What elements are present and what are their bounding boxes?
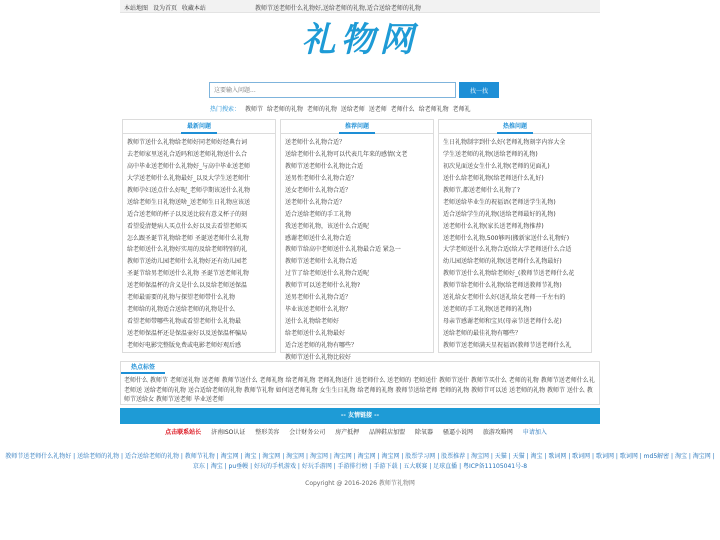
question-item[interactable]: 送女老师什么礼物合适？ — [285, 186, 352, 194]
question-item[interactable]: 适合送给老师的手工礼物 — [285, 210, 352, 218]
question-item[interactable]: 适合送老师的礼物有哪些？ — [285, 341, 358, 349]
question-item[interactable]: 看望老师带哪些礼物或看望老师什么礼物最 — [127, 318, 242, 326]
question-item[interactable]: 适合送给学生的礼物(送给老师最好的礼物) — [443, 210, 556, 218]
panel-title[interactable]: 热推问题 — [497, 120, 533, 134]
question-item[interactable]: 母亲节感谢老师和宝贝(母亲节送老师什么花) — [443, 318, 562, 326]
question-item[interactable]: 教师孕妇送点什么好呢_老师孕期该送什么礼物 — [127, 186, 251, 194]
recommended-questions-panel — [280, 119, 434, 361]
panel-title[interactable]: 最新问题 — [181, 120, 217, 134]
search-button[interactable]: 找一找 — [459, 82, 499, 98]
apply-join-link[interactable]: 申请加入 — [522, 429, 547, 436]
question-item[interactable]: 给老师送什么礼物好实用的及给老师特别的礼 — [127, 246, 248, 254]
question-item[interactable]: 教师节送什么礼物给老师好同老师好经典台词 — [127, 139, 248, 146]
question-item[interactable]: 老师最需要的礼物与探望老师带什么礼物 — [127, 294, 236, 302]
question-item[interactable]: 大学送老师什么礼物最好_以及大学生送老师什 — [127, 174, 251, 182]
friend-link[interactable]: 会计财务公司 — [289, 429, 326, 436]
hot-term[interactable]: 送给老师 — [340, 106, 365, 113]
hot-tags-panel — [120, 361, 600, 405]
question-item[interactable]: 幼儿园送给老师的礼物(送老师什么礼物最好) — [443, 258, 562, 266]
question-item[interactable]: 教师节送什么礼物比较好 — [285, 353, 352, 361]
question-item[interactable]: 教师节送什么礼物给老师好_(教师节送老师什么花 — [443, 270, 575, 278]
question-item[interactable]: 教师节送老师什么礼物比合适 — [285, 162, 364, 170]
question-item[interactable]: 老师送给毕业生的祝福语(老师送学生礼物) — [443, 198, 556, 206]
question-item[interactable]: 送给老师什么礼物可以代表几年来的感情(文老 — [285, 150, 408, 158]
question-item[interactable]: 毕业该送老师什么礼物？ — [285, 306, 352, 314]
friend-links-bar: -- 友情链接 -- — [120, 408, 600, 424]
question-item[interactable]: 送什么给老师礼物(给老师送什么礼好) — [443, 174, 544, 182]
friend-link[interactable]: 品牌鞋店加盟 — [369, 429, 406, 436]
question-item[interactable]: 适合送老师的杯子以及送比较有意义杯子的刻 — [127, 210, 248, 218]
friend-link[interactable]: 整形美容 — [255, 429, 280, 436]
question-item[interactable]: 教师节可以送老师什么礼物? — [285, 282, 361, 290]
question-item[interactable]: 大学老师送什么礼物合适(给大学老师送什么合适 — [443, 246, 572, 254]
top-title: 教师节送老师什么礼物好,送给老师的礼物,适合送给老师的礼物 — [255, 5, 421, 12]
bookmark-link[interactable]: 收藏本站 — [181, 5, 206, 12]
site-map-link[interactable]: 本站地图 — [124, 5, 149, 12]
hot-tags-title: 热点标签 — [121, 362, 165, 374]
question-item[interactable]: 高中毕业送老师什么礼物好_与高中毕业送老师 — [127, 162, 251, 170]
search-input[interactable] — [209, 82, 456, 98]
hot-search — [210, 104, 473, 113]
question-item[interactable]: 老师好电影完整版免费或电影老师好观后感 — [127, 341, 242, 349]
contact-admin-link[interactable]: 点击联系站长 — [165, 429, 202, 436]
hot-search-label: 热门搜索： — [210, 106, 241, 113]
question-item[interactable]: 送给老师生日礼物送啥_送老师生日礼物应该送 — [127, 198, 251, 206]
question-item[interactable]: 送老师什么礼物(家长送老师礼物推荐) — [443, 222, 544, 230]
question-item[interactable]: 教师节给高中老师送什么礼物最合适 紧急一 — [285, 246, 401, 254]
question-item[interactable]: 送老师保温杯的含义是什么以及给老师送保温 — [127, 282, 248, 290]
panel-title[interactable]: 推荐问题 — [339, 120, 375, 134]
site-logo[interactable]: 礼物网 — [301, 20, 419, 60]
friend-links-row — [120, 427, 600, 439]
question-item[interactable]: 看望爱清楚病人买点什么好以及去看望老师买 — [127, 222, 248, 230]
footer-links[interactable]: 教师节送老师什么礼物好 | 送给老师的礼物 | 适合送给老师的礼物 | 教师节礼物 | 淘宝网 | 淘宝 | 淘宝网 | 淘宝网 | 淘宝网 | 淘宝网 | 淘宝网 | 淘宝网 | 股票学习网 | 股票推荐 | 淘宝网 | 天猫 | 天猫 | 淘宝 | 歌词网 | 歌词网 | 歌词网 | 歌词网 | md5解密 | 淘宝 | 淘宝网 | 京东 | 淘宝 | pu垂幔 | 好玩的手机游戏 | 好玩手游网 | 手游排行榜 | 手游下载 | 五大联赛 | 足球直播 | 粤ICP备11105041号-8 — [5, 453, 715, 470]
question-item[interactable]: 教师节送幼儿园老师什么礼物好还有幼儿园老 — [127, 258, 248, 266]
hot-term[interactable]: 老师礼 — [452, 106, 471, 113]
question-list — [439, 134, 591, 352]
question-item[interactable]: 怎么跟圣诞节礼物给老师 圣诞送老师什么礼物 — [127, 234, 249, 242]
friend-link[interactable]: 济南ISO认证 — [211, 429, 246, 436]
question-item[interactable]: 教师节送老师什么礼物合适 — [285, 258, 358, 266]
hot-term[interactable]: 老师的礼物 — [306, 106, 337, 113]
question-item[interactable]: 送老师保温杯还是保温壶好以及送保温杯骗局 — [127, 330, 248, 337]
question-item[interactable]: 老师给的礼物适合送给老师的礼物是什么 — [127, 306, 236, 314]
question-item[interactable]: 教师节给老师什么礼物(给老师送教师节礼物) — [443, 282, 562, 290]
hot-term[interactable]: 教师节 — [244, 106, 263, 113]
friend-link[interactable]: 除氧器 — [415, 429, 434, 436]
question-item[interactable]: 送老师什么礼物合适？ — [285, 139, 346, 146]
top-links — [124, 3, 209, 12]
question-item[interactable]: 送老师的手工礼物(送老师的礼物) — [443, 306, 532, 314]
copyright: Copyright @ 2016-2026 教师节礼物网 — [305, 480, 415, 487]
question-item[interactable]: 送老师什么礼物,500够吗(搬新家送什么礼物好) — [443, 234, 570, 242]
question-item[interactable]: 送男性老师什么礼物合适？ — [285, 174, 358, 182]
question-item[interactable]: 给老师送什么礼物最好 — [285, 330, 346, 337]
hot-term[interactable]: 送老师 — [368, 106, 387, 113]
question-item[interactable]: 过节了给老师送什么礼物合适呢 — [285, 270, 370, 278]
question-list — [281, 134, 433, 364]
question-item[interactable]: 生日礼物制字到什么好(老师礼物刻字内容大全 — [443, 139, 566, 146]
set-homepage-link[interactable]: 设为首页 — [152, 5, 177, 12]
hot-term[interactable]: 老师什么 — [390, 106, 415, 113]
question-item[interactable]: 教师节送老师满天星祝福语(教师节送老师什么礼 — [443, 341, 572, 349]
hot-questions-panel — [438, 119, 592, 353]
question-item[interactable]: 圣诞节给男老师送什么礼物 圣诞节送老师礼物 — [127, 270, 249, 278]
question-item[interactable]: 送礼给女老师什么好(送礼给女老师一千左右的 — [443, 294, 566, 302]
top-bar — [120, 0, 600, 13]
latest-questions-panel — [122, 119, 276, 353]
question-list — [123, 134, 275, 352]
hot-term[interactable]: 给老师礼物 — [418, 106, 449, 113]
question-item[interactable]: 去老师家里送礼合适吗和送老师礼物送什么合 — [127, 150, 248, 158]
question-item[interactable]: 我送老师礼物，该送什么合适呢 — [285, 222, 370, 230]
question-item[interactable]: 送什么礼物给老师好 — [285, 318, 340, 326]
question-item[interactable]: 送男老师什么礼物合适？ — [285, 294, 352, 302]
question-item[interactable]: 送老师什么礼物合适？ — [285, 198, 346, 206]
friend-link[interactable]: 骚逼小说网 — [442, 429, 473, 436]
question-item[interactable]: 初次见面送女生什么礼物(老师的见面礼) — [443, 162, 550, 170]
question-item[interactable]: 学生送老师的礼物(送给老师的礼物) — [443, 150, 538, 158]
hot-term[interactable]: 给老师的礼物 — [266, 106, 303, 113]
friend-link[interactable]: 旅游攻略网 — [482, 429, 513, 436]
question-item[interactable]: 教师节,都送老师什么礼物了? — [443, 186, 521, 194]
question-item[interactable]: 感谢老师送什么礼物合适 — [285, 234, 352, 242]
friend-link[interactable]: 房产抵押 — [335, 429, 360, 436]
question-item[interactable]: 送给老师的最佳礼物有哪些？ — [443, 330, 522, 337]
hot-tags-list[interactable]: 老师什么 教师节 老师送礼物 送老师 教师节送什么 老师礼物 给老师礼物 老师礼物送什 送老师什么 送老师的 老师送什 教师节送什 教师节买什么 老师的礼物 教师节送老师什么礼 老师送 送给老师的礼物 送合适给老师的礼物 教师节礼物 如何送老师礼物 女生生日礼物 给老师的礼物 教师节送给老师 老师的礼物 教师节可以送 送老师的礼物 教师节 送什么 教师节送给女 教师节送老师 毕业送老师 — [124, 377, 595, 403]
